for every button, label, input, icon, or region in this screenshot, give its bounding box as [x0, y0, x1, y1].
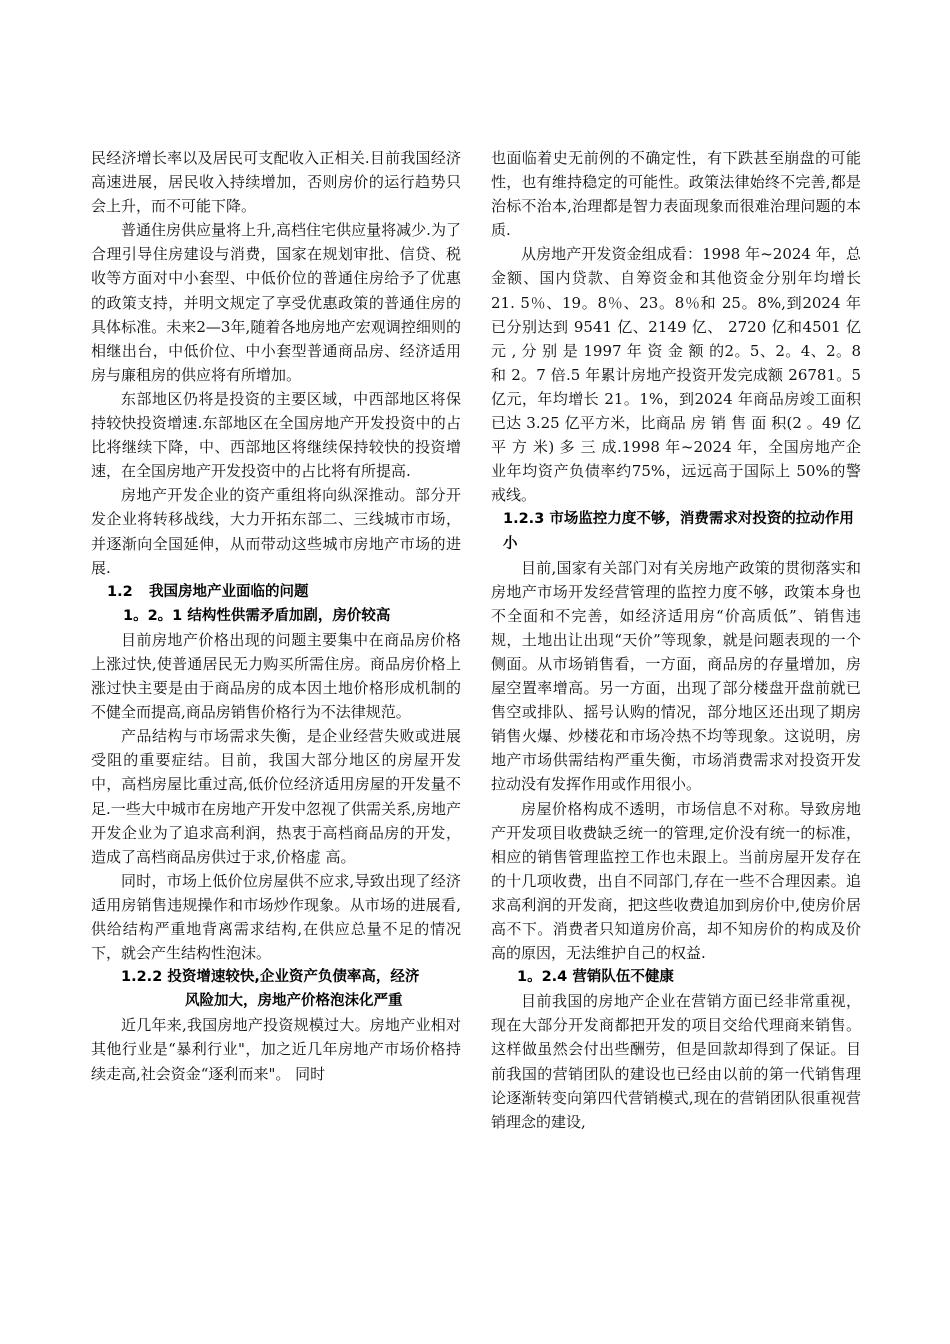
paragraph: 普通住房供应量将上升,高档住宅供应量将减少.为了合理引导住房建设与消费，国家在规划审批、信贷、税收等方面对中小套型、中低价位的普通住房给予了优惠的政策支持，并明文规定了享受优惠政策的普通住房的具体标准。未来2—3年,随着各地房地产宏观调控细则的相继出台，中低价位、中小套型普通商品房、经济适用房与廉租房的供应将有所增加。: [91, 221, 461, 384]
section-number: 1.2: [107, 583, 133, 600]
subsection-heading: 1。2.4 营销队伍不健康: [517, 969, 674, 986]
left-column: [91, 146, 461, 1086]
paragraph: 从房地产开发资金组成看：1998 年~2024 年，总金额、国内贷款、自筹资金和其他资金分别年均增长 21. 5％、19。8％、23。8％和 25。8%,到2024 年已分别达到 9541 亿、2149 亿、 2720 亿和4501 亿 元 , 分 别 是 1997 年 资 金 额 的2。5、2。4、2。8 和 2。7 倍.5 年累计房地产投资开发完成额 26781。5 亿元，年均增长 21。1%，到2024 年商品房竣工面积已达 3.25 亿平方米，比商品 房 销 售 面 积(2 。49 亿 平 方 米) 多 三 成.1998 年~2024 年，全国房地产企业年均资产负债率约75%，远远高于国际上 50%的警戒线。: [491, 245, 861, 505]
section-title: 我国房地产业面临的问题: [149, 583, 309, 600]
paragraph: 民经济增长率以及居民可支配收入正相关.目前我国经济高速进展，居民收入持续增加，否则房价的运行趋势只会上升，而不可能下降。: [91, 149, 461, 216]
section-heading: [91, 580, 461, 604]
paragraph: 近几年来,我国房地产投资规模过大。房地产业相对其他行业是“暴利行业"，加之近几年房地产市场价格持续走高,社会资金“逐利而来"。 同时: [91, 1016, 461, 1083]
subsection-heading: 1。2。1 结构性供需矛盾加剧，房价较高: [123, 607, 391, 624]
paragraph: 房地产开发企业的资产重组将向纵深推动。部分开发企业将转移战线，大力开拓东部二、三线城市市场，并逐渐向全国延伸，从而带动这些城市房地产市场的进展.: [91, 486, 461, 577]
subsection-heading-continued: 风险加大，房地产价格泡沫化严重: [185, 993, 403, 1010]
paragraph: 也面临着史无前例的不确定性，有下跌甚至崩盘的可能性，也有维持稳定的可能性。政策法律始终不完善,都是治标不治本,治理都是智力表面现象而很难治理问题的本质.: [491, 149, 861, 240]
right-column: [491, 146, 861, 1134]
paragraph: 目前房地产价格出现的问题主要集中在商品房价格上涨过快,使普通居民无力购买所需住房。商品房价格上涨过快主要是由于商品房的成本因土地价格形成机制的不健全而提高,商品房销售价格行为不法律规范。: [91, 630, 461, 722]
paragraph: 产品结构与市场需求失衡，是企业经营失败或进展受阻的重要症结。目前，我国大部分地区的房屋开发中，高档房屋比重过高,低价位经济适用房屋的开发量不足.一些大中城市在房地产开发中忽视了供需关系,房地产开发企业为了追求高利润，热衷于高档商品房的开发，造成了高档商品房供过于求,价格虚 高。: [91, 727, 461, 866]
paragraph: 同时，市场上低价位房屋供不应求,导致出现了经济适用房销售违规操作和市场炒作现象。从市场的进展看,供给结构严重地背离需求结构,在供应总量不足的情况下，就会产生结构性泡沫。: [91, 871, 461, 963]
paragraph: 目前我国的房地产企业在营销方面已经非常重视，现在大部分开发商都把开发的项目交给代理商来销售。这样做虽然会付出些酬劳，但是回款却得到了保证。目前我国的营销团队的建设也已经由以前的第一代销售理论逐渐转变向第四代营销模式,现在的营销团队很重视营销理念的建设,: [491, 992, 861, 1131]
paragraph: 房屋价格构成不透明，市场信息不对称。导致房地产开发项目收费缺乏统一的管理,定价没有统一的标准，相应的销售管理监控工作也未跟上。当前房屋开发存在的十几项收费，出自不同部门,存在一些不合理因素。追求高利润的开发商，把这些收费追加到房价中,使房价居高不下。消费者只知道房价高，却不知房价的构成及价高的原因，无法维护自己的权益.: [491, 799, 861, 963]
paragraph: 目前,国家有关部门对有关房地产政策的贯彻落实和房地产市场开发经营管理的监控力度不够，政策本身也不全面和不完善，如经济适用房“价高质低”、销售违规，土地出让出现“天价”等现象，就是问题表现的一个侧面。从市场销售看，一方面，商品房的存量增加，房屋空置率增高。另一方面，出现了部分楼盘开盘前就已售空或排队、摇号认购的情况，部分地区还出现了期房销售火爆、炒楼花和市场冷热不均等现象。这说明，房地产市场供需结构严重失衡，市场消费需求对投资开发拉动没有发挥作用或作用很小。: [491, 558, 861, 794]
paragraph: 东部地区仍将是投资的主要区域，中西部地区将保持较快投资增速.东部地区在全国房地产开发投资中的占比将继续下降，中、西部地区将继续保持较快的投资增速，在全国房地产开发投资中的占比将有所提高.: [91, 389, 461, 481]
subsection-heading: 1.2.2 投资增速较快,企业资产负债率高，经济: [121, 969, 420, 986]
subsection-heading: 1.2.3 市场监控力度不够，消费需求对投资的拉动作用小: [503, 511, 854, 552]
